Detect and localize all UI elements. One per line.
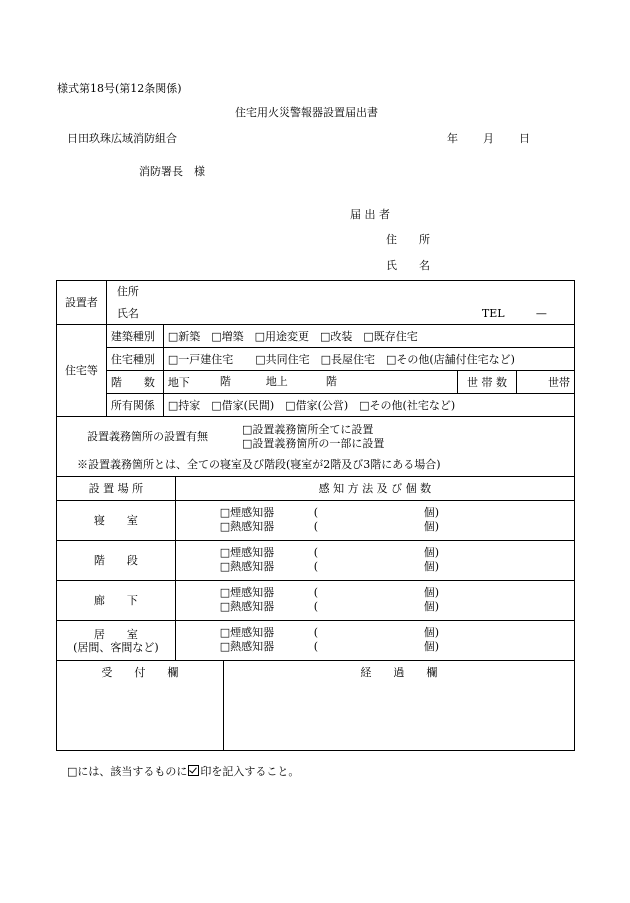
notifier-name-label: 氏 名 <box>386 259 430 272</box>
method-column-header: 感 知 方 法 及 び 個 数 <box>175 477 574 501</box>
reception-box[interactable] <box>57 661 224 751</box>
heat-detector-checkbox[interactable]: □熱感知器 <box>219 560 275 573</box>
floors-basement-label: 地下 <box>167 375 190 389</box>
heat-detector-checkbox[interactable]: □熱感知器 <box>219 520 275 533</box>
detector-field[interactable]: □煙感知器 □熱感知器 ( ( 個) 個) <box>175 581 574 621</box>
reception-label: 受 付 欄 <box>101 666 179 679</box>
obligation-option-all[interactable]: □設置義務箇所全てに設置 <box>242 423 374 436</box>
detector-field[interactable]: □煙感知器 □熱感知器 ( ( 個) 個) <box>175 621 574 661</box>
households-unit: 世帯 <box>548 375 570 389</box>
obligation-section <box>57 417 575 477</box>
location-bedroom: 寝 室 <box>57 501 176 541</box>
checkmark-icon <box>188 765 199 776</box>
addressee: 消防署長 様 <box>139 165 205 178</box>
ownership-label: 所有関係 <box>106 394 163 417</box>
installer-label: 設置者 <box>57 281 107 325</box>
housing-type-label: 住宅種別 <box>106 348 163 371</box>
floors-above-unit: 階 <box>325 375 337 388</box>
households-label: 世 帯 数 <box>458 371 517 394</box>
detector-field[interactable]: □煙感知器 □熱感知器 ( ( 個) 個) <box>175 501 574 541</box>
notifier-address-label: 住 所 <box>386 233 430 246</box>
smoke-detector-checkbox[interactable]: □煙感知器 <box>219 506 275 519</box>
housing-label: 住宅等 <box>57 325 107 417</box>
floors-label: 階 数 <box>106 371 163 394</box>
heat-detector-checkbox[interactable]: □熱感知器 <box>219 600 275 613</box>
building-type-options[interactable]: □新築 □増築 □用途変更 □改装 □既存住宅 <box>163 325 574 348</box>
obligation-note: ※設置義務箇所とは、全ての寝室及び階段(寝室が2階及び3階にある場合) <box>77 458 441 471</box>
households-field[interactable] <box>517 371 575 394</box>
floors-above-label: 地上 <box>265 375 288 388</box>
obligation-question: 設置義務箇所の設置有無 <box>87 430 208 443</box>
smoke-detector-checkbox[interactable]: □煙感知器 <box>219 546 275 559</box>
date-month-label: 月 <box>483 132 494 145</box>
heat-detector-checkbox[interactable]: □熱感知器 <box>219 640 275 653</box>
organization-name: 日田玖珠広域消防組合 <box>67 132 177 145</box>
floors-field[interactable] <box>163 371 457 394</box>
date-day-label: 日 <box>519 132 530 145</box>
floors-basement-unit: 階 <box>219 375 231 388</box>
installer-tel-label: TEL <box>481 306 505 320</box>
installer-address-label: 住所 <box>116 285 139 299</box>
location-hallway: 廊 下 <box>57 581 176 621</box>
smoke-detector-checkbox[interactable]: □煙感知器 <box>219 626 275 639</box>
notification-form-table <box>56 280 575 751</box>
smoke-detector-checkbox[interactable]: □煙感知器 <box>219 586 275 599</box>
obligation-option-partial[interactable]: □設置義務箇所の一部に設置 <box>242 437 385 450</box>
progress-label: 経 過 欄 <box>360 666 438 679</box>
ownership-options[interactable]: □持家 □借家(民間) □借家(公営) □その他(社宅など) <box>163 394 574 417</box>
housing-type-options[interactable]: □一戸建住宅 □共同住宅 □長屋住宅 □その他(店舗付住宅など) <box>163 348 574 371</box>
installer-address-field[interactable] <box>106 281 574 303</box>
installer-tel-dash: — <box>535 306 547 320</box>
instruction-note: □には、該当するものに 印を記入すること。 <box>67 765 300 778</box>
progress-box[interactable] <box>223 661 574 751</box>
location-column-header: 設 置 場 所 <box>57 477 176 501</box>
installer-name-field[interactable] <box>106 303 574 325</box>
installer-name-label: 氏名 <box>116 306 139 320</box>
form-number: 様式第18号(第12条関係) <box>57 82 182 95</box>
building-type-label: 建築種別 <box>106 325 163 348</box>
notifier-label: 届 出 者 <box>350 208 390 221</box>
location-stairs: 階 段 <box>57 541 176 581</box>
location-living-room: 居 室 (居間、客間など) <box>57 621 176 661</box>
page-title: 住宅用火災警報器設置届出書 <box>235 106 378 119</box>
detector-field[interactable]: □煙感知器 □熱感知器 ( ( 個) 個) <box>175 541 574 581</box>
date-year-label: 年 <box>447 132 458 145</box>
